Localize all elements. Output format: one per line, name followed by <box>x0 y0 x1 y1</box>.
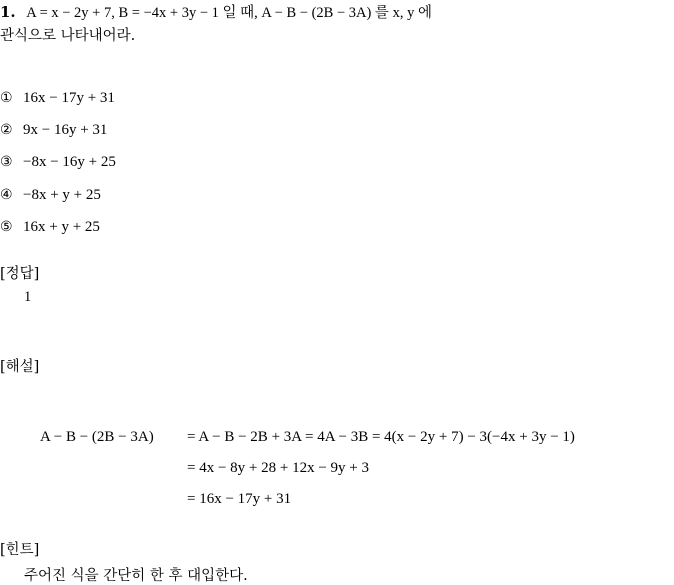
choice-4[interactable] <box>0 185 101 204</box>
question-line-1 <box>0 2 432 23</box>
answer-label: [정답] <box>0 266 40 282</box>
choice-2[interactable] <box>0 120 107 139</box>
choice-text: 16x − 17y + 31 <box>23 90 115 106</box>
choice-mark: ① <box>0 90 13 106</box>
choice-text: 9x − 16y + 31 <box>23 122 108 138</box>
choice-mark: ⑤ <box>0 219 13 235</box>
equation-step-1: = A − B − 2B + 3A = 4A − 3B = 4(x − 2y + 7) − 3(−4x + 3y − 1) <box>187 429 575 445</box>
choice-mark: ④ <box>0 187 13 203</box>
choice-text: −8x − 16y + 25 <box>23 154 116 170</box>
hint-label: [힌트] <box>0 542 40 558</box>
choice-mark: ③ <box>0 154 13 170</box>
question-text-line1: A = x − 2y + 7, B = −4x + 3y − 1 일 때, A − B − (2B − 3A) 를 x, y 에 <box>26 5 432 21</box>
choice-5[interactable] <box>0 217 100 236</box>
equation-step-2: = 4x − 8y + 28 + 12x − 9y + 3 <box>187 460 370 476</box>
equation-lhs: A − B − (2B − 3A) <box>40 429 154 445</box>
question-number: 1. <box>0 3 16 21</box>
choice-3[interactable] <box>0 152 116 171</box>
explanation-label: [해설] <box>0 359 40 375</box>
choice-1[interactable] <box>0 88 115 107</box>
choice-text: 16x + y + 25 <box>23 219 100 235</box>
choice-mark: ② <box>0 122 13 138</box>
question-line-2: 관식으로 나타내어라. <box>0 28 136 44</box>
answer-value: 1 <box>24 289 32 305</box>
hint-text: 주어진 식을 간단히 한 후 대입한다. <box>24 568 248 584</box>
equation-step-3: = 16x − 17y + 31 <box>187 491 292 507</box>
choice-text: −8x + y + 25 <box>23 187 101 203</box>
